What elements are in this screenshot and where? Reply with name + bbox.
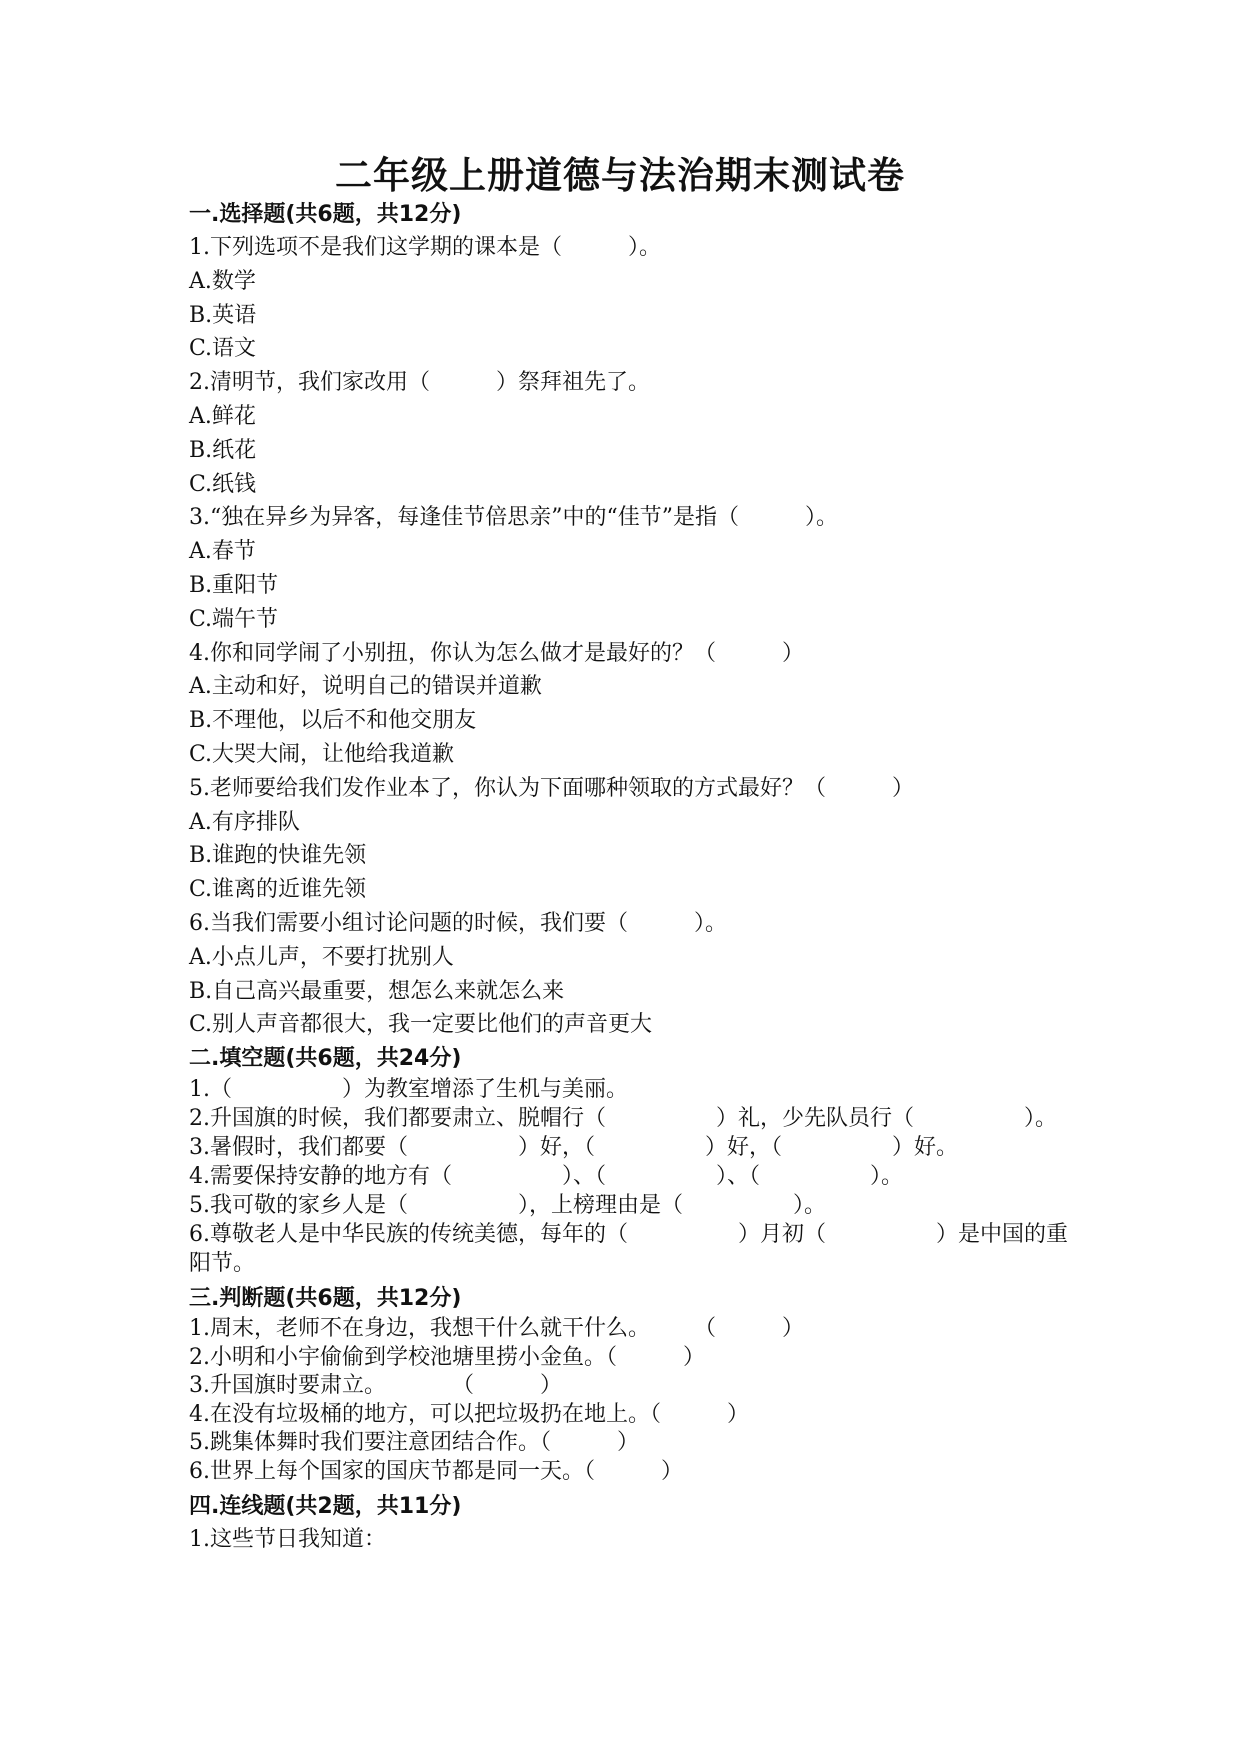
option-b: B.自己高兴最重要，想怎么来就怎么来 [189,978,565,1004]
choice-question-6 [189,907,1069,1042]
question-stem: 2.清明节，我们家改用（ ）祭拜祖先了。 [189,370,650,396]
section-heading-fill: 二.填空题(共6题，共24分) [189,1046,462,1072]
choice-question-1 [189,231,1069,366]
question-stem: 1.下列选项不是我们这学期的课本是（ ）。 [189,235,661,260]
question-stem: 3.“独在异乡为异客，每逢佳节倍思亲”中的“佳节”是指（ ）。 [189,505,838,531]
judge-question-5: 5.跳集体舞时我们要注意团结合作。（ ） [189,1430,639,1456]
exam-content [189,198,1069,1557]
judge-question-6: 6.世界上每个国家的国庆节都是同一天。（ ） [189,1458,683,1484]
fill-question-2: 2.升国旗的时候，我们都要肃立、脱帽行（ ）礼，少先队员行（ ）。 [189,1106,1057,1132]
option-c: C.谁离的近谁先领 [189,877,367,903]
fill-question-6: 6.尊敬老人是中华民族的传统美德，每年的（ ）月初（ ）是中国的重阳节。 [189,1222,1068,1277]
option-c: C.端午节 [189,606,279,632]
judge-question-3: 3.升国旗时要肃立。 （ ） [189,1373,562,1399]
option-c: C.大哭大闹，让他给我道歉 [189,741,455,767]
option-a: A.春节 [189,539,256,565]
choice-question-5 [189,772,1069,907]
page-title: 二年级上册道德与法治期末测试卷 [335,153,905,197]
choice-question-4 [189,637,1069,772]
fill-question-3: 3.暑假时，我们都要（ ）好，（ ）好，（ ）好。 [189,1135,958,1161]
option-b: B.重阳节 [189,572,279,598]
judge-question-4: 4.在没有垃圾桶的地方，可以把垃圾扔在地上。（ ） [189,1401,749,1427]
fill-question-4: 4.需要保持安静的地方有（ ）、（ ）、（ ）。 [189,1164,903,1190]
question-stem: 5.老师要给我们发作业本了，你认为下面哪种领取的方式最好？（ ） [189,775,914,801]
option-a: A.小点儿声，不要打扰别人 [189,944,454,970]
section-heading-judge: 三.判断题(共6题，共12分) [189,1286,462,1312]
choice-question-2 [189,366,1069,501]
fill-question-5: 5.我可敬的家乡人是（ ），上榜理由是（ ）。 [189,1193,826,1219]
option-a: A.鲜花 [189,403,256,429]
choice-question-3 [189,501,1069,636]
option-a: A.数学 [189,268,256,294]
judge-question-2: 2.小明和小宇偷偷到学校池塘里捞小金鱼。（ ） [189,1344,705,1370]
option-c: C.语文 [189,336,257,362]
option-b: B.不理他，以后不和他交朋友 [189,708,477,734]
option-b: B.谁跑的快谁先领 [189,843,367,869]
option-c: C.别人声音都很大，我一定要比他们的声音更大 [189,1012,653,1038]
question-stem: 4.你和同学闹了小别扭，你认为怎么做才是最好的？（ ） [189,640,804,666]
question-stem: 6.当我们需要小组讨论问题的时候，我们要（ ）。 [189,910,727,936]
option-c: C.纸钱 [189,471,257,497]
match-question-1: 1.这些节日我知道： [189,1527,386,1553]
option-a: A.有序排队 [189,809,300,835]
section-heading-choice: 一.选择题(共6题，共12分) [189,202,462,227]
section-heading-match: 四.连线题(共2题，共11分) [189,1494,462,1520]
option-b: B.英语 [189,302,257,328]
option-b: B.纸花 [189,437,257,463]
option-a: A.主动和好，说明自己的错误并道歉 [189,674,542,700]
fill-question-1: 1.（ ）为教室增添了生机与美丽。 [189,1077,628,1103]
judge-question-1: 1.周末，老师不在身边，我想干什么就干什么。 （ ） [189,1316,804,1342]
